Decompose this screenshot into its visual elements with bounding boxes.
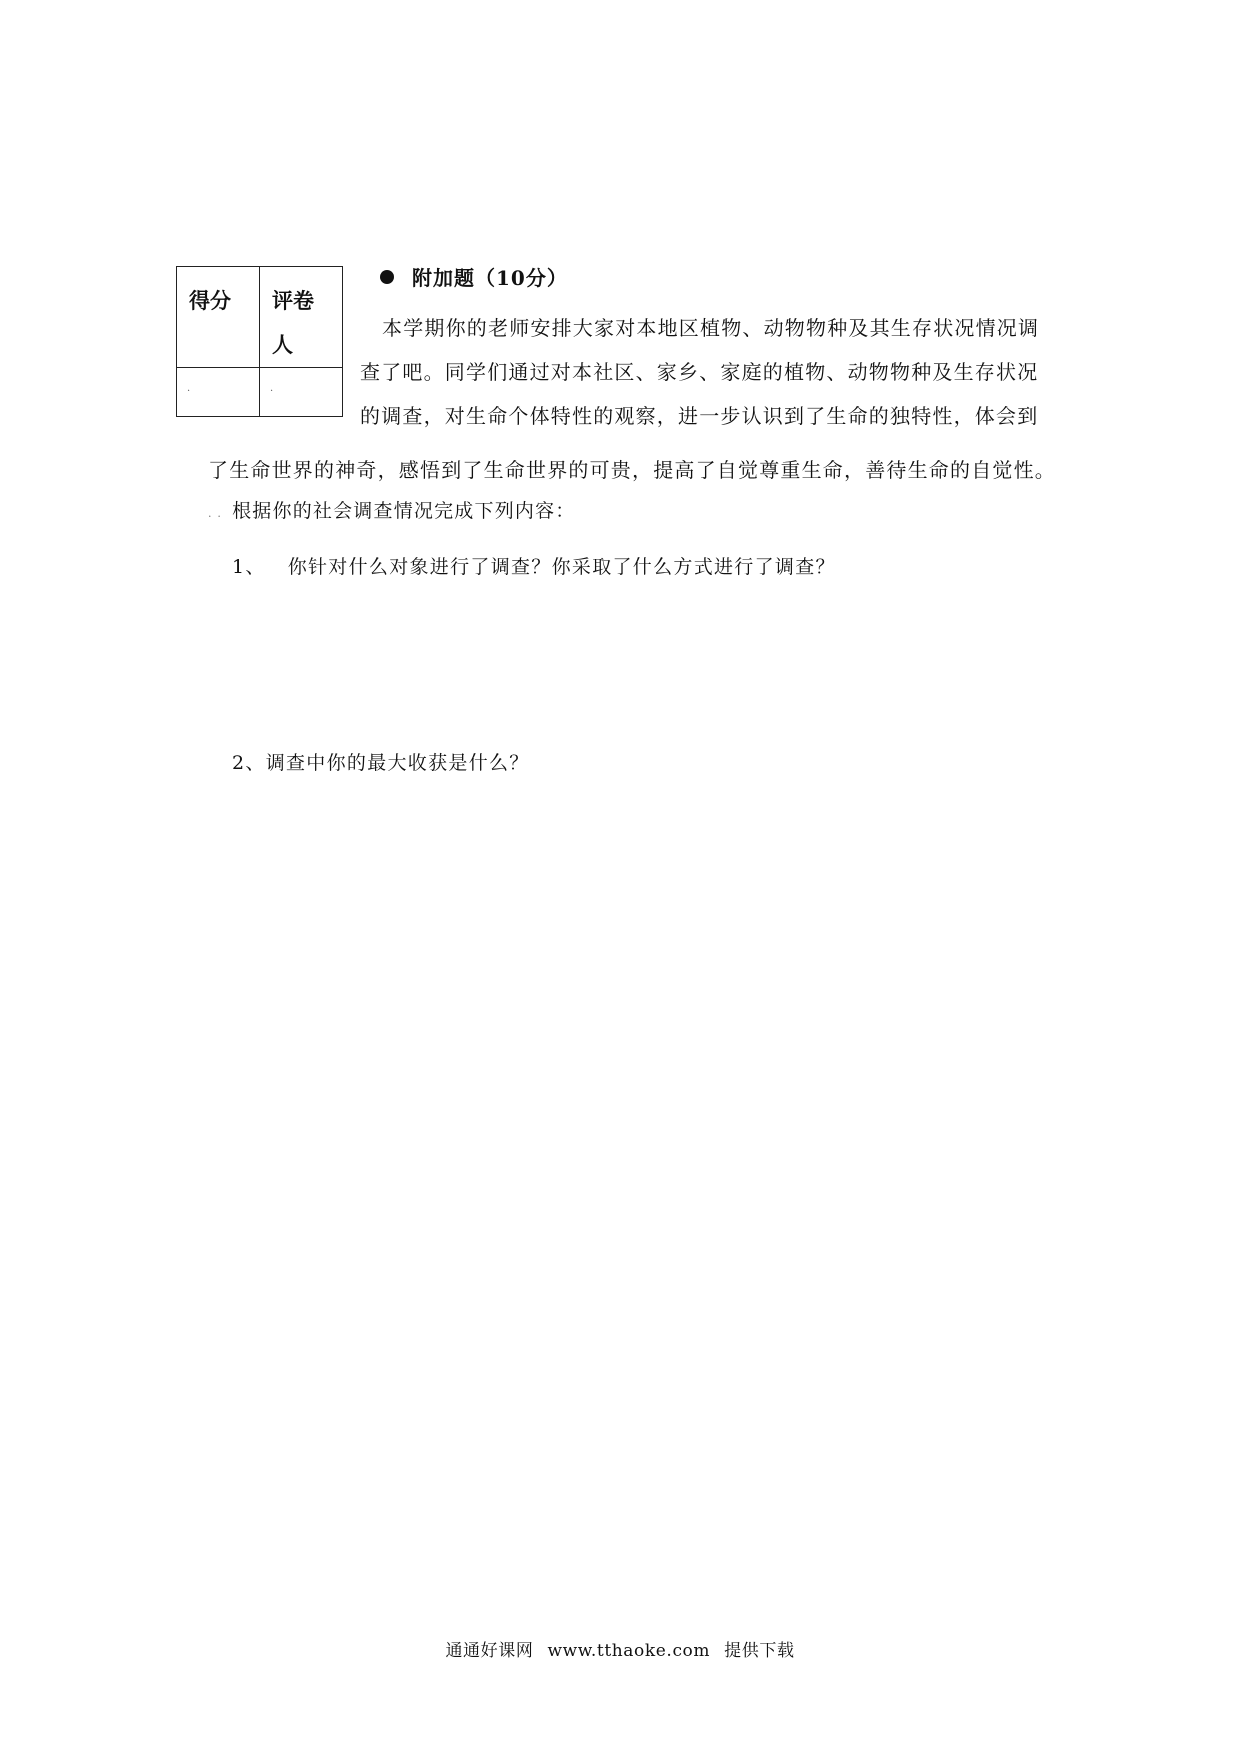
footer-suffix: 提供下载 [724, 1641, 795, 1661]
score-label: 得分 [189, 288, 231, 313]
section-title: 附加题（10分） [412, 266, 568, 290]
footer [0, 1636, 1240, 1661]
bullet-icon [380, 270, 394, 284]
intro-paragraph [360, 306, 1060, 438]
score-table [176, 266, 343, 417]
question-2 [232, 748, 530, 775]
score-label-cell [177, 267, 260, 368]
score-value: · [187, 386, 191, 397]
intro-line-1: 本学期你的老师安排大家对本地区植物、动物物种及其生存状况情况调 [382, 316, 1040, 340]
grader-label-line1: 评卷 [272, 288, 314, 313]
grader-value-cell[interactable] [260, 368, 343, 417]
question-1-number: 1、 [232, 556, 266, 578]
intro-line-2: 查了吧。同学们通过对本社区、家乡、家庭的植物、动物物种及生存状况 [360, 360, 1039, 384]
question-2-number: 2、 [232, 752, 266, 774]
question-1-text: 你针对什么对象进行了调查？你采取了什么方式进行了调查？ [287, 556, 836, 578]
question-1 [232, 552, 836, 579]
instruction-text: 根据你的社会调查情况完成下列内容： [232, 500, 576, 522]
section-heading [380, 262, 568, 291]
grader-label-cell [260, 267, 343, 368]
instruction [208, 496, 576, 523]
instruction-dots: . . [208, 507, 223, 520]
question-2-text: 调查中你的最大收获是什么？ [265, 752, 530, 774]
grader-label-line2: 人 [272, 332, 293, 357]
score-value-cell[interactable] [177, 368, 260, 417]
intro-line-3: 的调查，对生命个体特性的观察，进一步认识到了生命的独特性，体会到 [360, 404, 1039, 428]
grader-value: · [270, 386, 274, 397]
intro-line-4: 了生命世界的神奇，感悟到了生命世界的可贵，提高了自觉尊重生命，善待生命的自觉性。 [208, 458, 1056, 482]
footer-site-name: 通通好课网 [445, 1641, 534, 1661]
footer-url[interactable]: www.tthaoke.com [547, 1641, 711, 1661]
